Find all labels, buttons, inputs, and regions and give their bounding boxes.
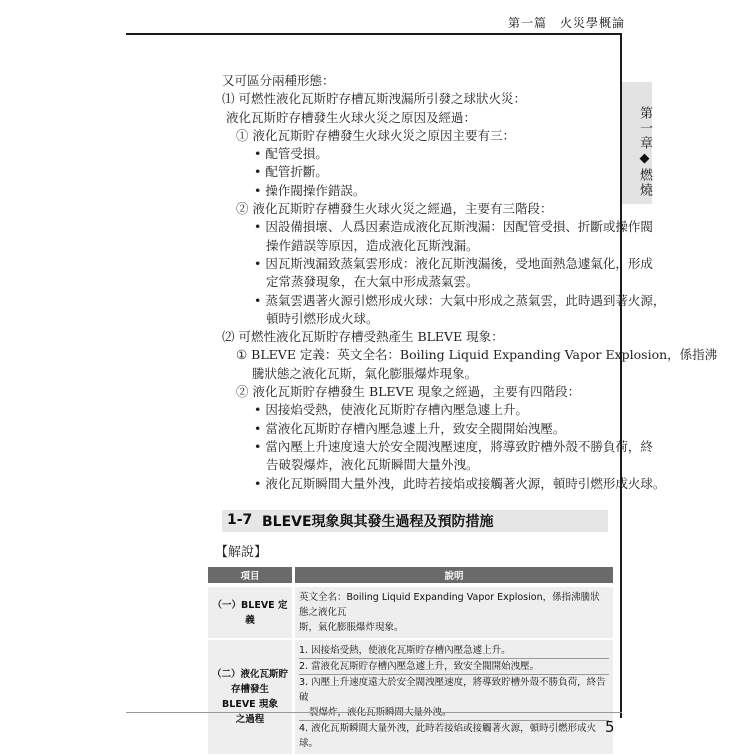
text-line: ⑵ 可燃性液化瓦斯貯存槽受熱產生 BLEVE 現象： xyxy=(222,329,504,345)
text-line: ② 液化瓦斯貯存槽發生火球火災之經過，主要有三階段： xyxy=(236,201,553,217)
section-title: BLEVE現象與其發生過程及預防措施 xyxy=(262,514,494,530)
text-line: ① BLEVE 定義：英文全名：Boiling Liquid Expanding Vapor Explosion，係指沸 xyxy=(236,347,718,363)
text-line: • 因設備損壞、人爲因素造成液化瓦斯洩漏：因配管受損、折斷或操作閥 xyxy=(254,219,653,235)
table-item-cell xyxy=(208,640,295,754)
text-line: ⑴ 可燃性液化瓦斯貯存槽瓦斯洩漏所引發之球狀火災： xyxy=(222,91,526,107)
table-description-line: 斯，氣化膨脹爆炸現象。 xyxy=(299,622,404,633)
text-line: 又可區分兩種形態： xyxy=(222,73,335,88)
table-item-line: 之過程 xyxy=(235,714,265,725)
text-line: • 因瓦斯洩漏致蒸氣雲形成：液化瓦斯洩漏後，受地面熱急遽氣化，形成 xyxy=(254,255,653,271)
table-item-line: BLEVE 現象 xyxy=(222,699,278,710)
text-line: 頓時引燃形成火球。 xyxy=(266,310,379,326)
text-line: 液化瓦斯貯存槽發生火球火災之原因及經過： xyxy=(226,109,477,125)
table-row xyxy=(208,585,613,638)
text-line: • 配管折斷。 xyxy=(254,164,328,180)
text-line: 騰狀態之液化瓦斯，氣化膨脹爆炸現象。 xyxy=(252,365,478,381)
table-item-line: （二）液化瓦斯貯 xyxy=(212,669,289,680)
text-line: • 蒸氣雲遇著火源引燃形成火球：大氣中形成之蒸氣雲，此時遇到著火源， xyxy=(254,292,666,308)
header-rule xyxy=(126,33,622,35)
summary-table xyxy=(208,565,613,756)
footer-rule xyxy=(126,712,622,713)
solution-label: 【解說】 xyxy=(215,545,268,560)
table-item-line: 存槽發生 xyxy=(230,684,269,695)
table-description-line: 1. 因接焰受熱，使液化瓦斯貯存槽內壓急遽上升。 xyxy=(299,643,609,659)
table-item-cell: （一）BLEVE 定義 xyxy=(208,585,295,638)
table-header-description: 說明 xyxy=(295,567,613,583)
table-description-line xyxy=(299,705,609,721)
table-description-line: 英文全名：Boiling Liquid Expanding Vapor Explosion，係指沸騰狀態之液化瓦 xyxy=(299,592,600,618)
chapter-side-tab-label: 第一章◆燃燒 xyxy=(637,106,652,198)
running-header: 第一篇 火災學概論 xyxy=(508,16,626,30)
table-description-line: 3. 內壓上升速度遠大於安全閥洩壓速度，將導致貯槽外殼不勝負荷，終告破 xyxy=(299,677,606,703)
chapter-side-tab xyxy=(622,82,652,204)
text-line: • 當內壓上升速度遠大於安全閥洩壓速度，將導致貯槽外殼不勝負荷，終 xyxy=(254,438,653,454)
page-number: 5 xyxy=(605,718,615,736)
text-line: • 因接焰受熱，使液化瓦斯貯存槽內壓急遽上升。 xyxy=(254,402,528,418)
table-header-row xyxy=(208,567,613,583)
text-line: • 液化瓦斯瞬間大量外洩，此時若接焰或接觸著火源，頓時引燃形成火球。 xyxy=(254,475,666,491)
table-description-cell xyxy=(295,640,613,754)
table-description-cell xyxy=(295,585,613,638)
table-description-line: 2. 當液化瓦斯貯存槽內壓急遽上升，致安全閥開始洩壓。 xyxy=(299,659,609,675)
text-line: ② 液化瓦斯貯存槽發生 BLEVE 現象之經過，主要有四階段： xyxy=(236,384,581,400)
text-line: • 配管受損。 xyxy=(254,146,328,162)
text-line: • 當液化瓦斯貯存槽內壓急遽上升，致安全閥開始洩壓。 xyxy=(254,420,566,436)
table-description-line: 4. 液化瓦斯瞬間大量外洩，此時若接焰或接觸著火源，頓時引燃形成火球。 xyxy=(299,723,597,749)
text-line: ① 液化瓦斯貯存槽發生火球火災之原因主要有三： xyxy=(236,127,515,143)
text-line: • 操作閥操作錯誤。 xyxy=(254,182,366,198)
text-line: 告破裂爆炸，液化瓦斯瞬間大量外洩。 xyxy=(266,457,479,473)
text-line: 操作錯誤等原因，造成液化瓦斯洩漏。 xyxy=(266,237,479,253)
text-line: 定常蒸發現象，在大氣中形成蒸氣雲。 xyxy=(266,274,479,290)
section-number: 1-7 xyxy=(227,512,253,528)
table-header-item: 項目 xyxy=(208,567,295,583)
table-row xyxy=(208,640,613,754)
